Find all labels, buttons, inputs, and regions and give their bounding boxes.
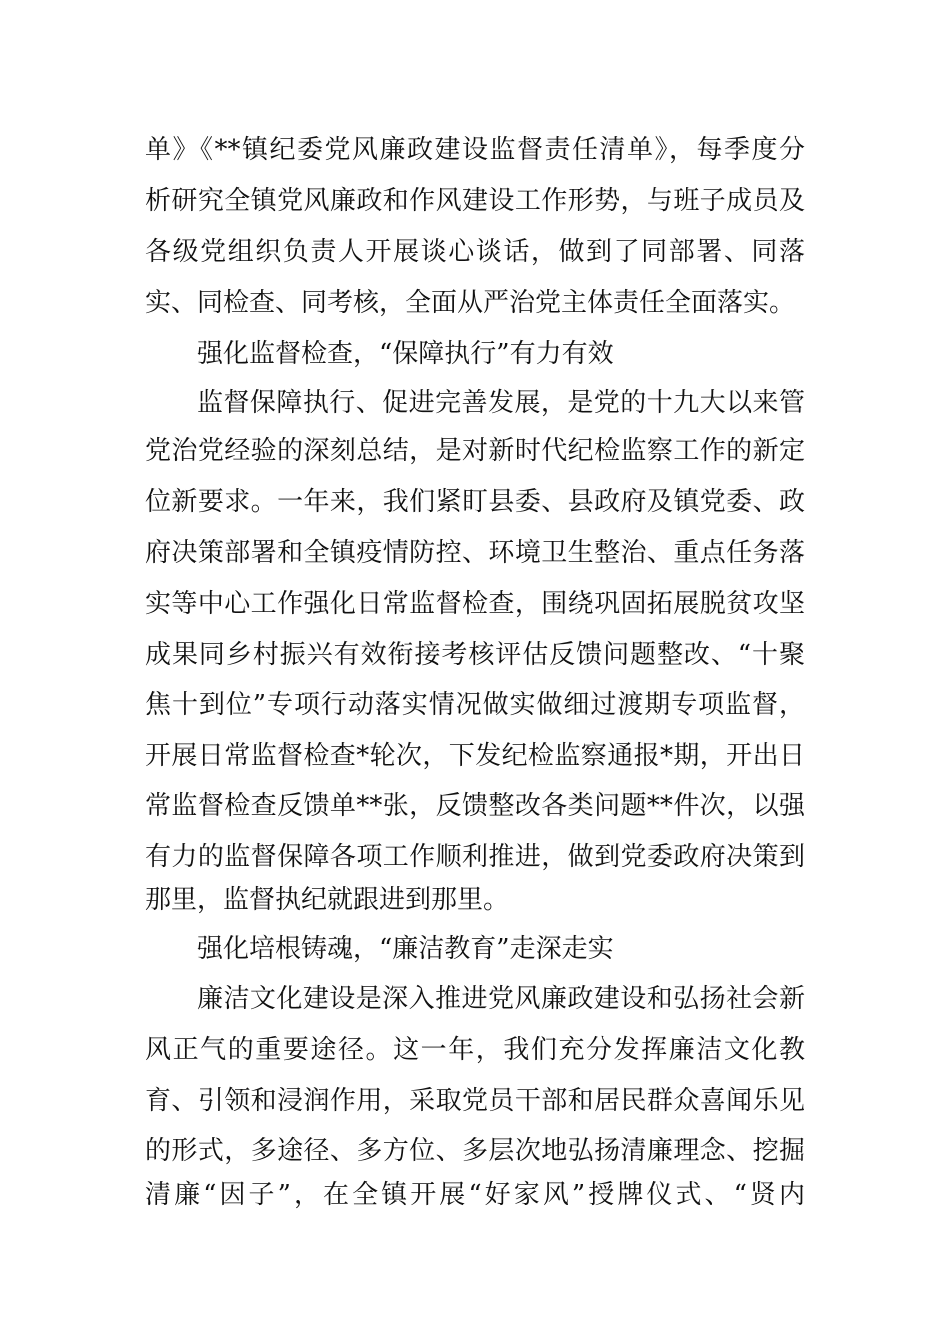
body-line: 的形式，多途径、多方位、多层次地弘扬清廉理念、挖掘 bbox=[145, 1136, 805, 1166]
body-line: 监督保障执行、促进完善发展，是党的十九大以来管 bbox=[197, 388, 805, 418]
body-line: 府决策部署和全镇疫情防控、环境卫生整治、重点任务落 bbox=[145, 538, 805, 568]
body-line: 析研究全镇党风廉政和作风建设工作形势，与班子成员及 bbox=[145, 186, 805, 216]
body-line: 实、同检查、同考核，全面从严治党主体责任全面落实。 bbox=[145, 288, 796, 318]
body-line: 那里，监督执纪就跟进到那里。 bbox=[145, 885, 510, 915]
body-line: 实等中心工作强化日常监督检查，围绕巩固拓展脱贫攻坚 bbox=[145, 589, 805, 619]
body-line: 廉洁文化建设是深入推进党风廉政建设和弘扬社会新 bbox=[197, 984, 805, 1014]
body-line: 有力的监督保障各项工作顺利推进，做到党委政府决策到 bbox=[145, 842, 805, 872]
section-heading: 强化监督检查，“保障执行”有力有效 bbox=[197, 339, 614, 369]
section-heading: 强化培根铸魂，“廉洁教育”走深走实 bbox=[197, 934, 614, 964]
body-line: 开展日常监督检查*轮次，下发纪检监察通报*期，开出日 bbox=[145, 741, 805, 771]
body-line: 位新要求。一年来，我们紧盯县委、县政府及镇党委、政 bbox=[145, 487, 805, 517]
body-line: 单》《**镇纪委党风廉政建设监督责任清单》，每季度分 bbox=[145, 135, 805, 165]
body-line: 成果同乡村振兴有效衔接考核评估反馈问题整改、“十聚 bbox=[145, 640, 805, 670]
body-line: 各级党组织负责人开展谈心谈话，做到了同部署、同落 bbox=[145, 237, 805, 267]
body-line: 清廉“因子”，在全镇开展“好家风”授牌仪式、“贤内 bbox=[145, 1180, 805, 1210]
body-line: 风正气的重要途径。这一年，我们充分发挥廉洁文化教 bbox=[145, 1035, 805, 1065]
body-line: 常监督检查反馈单**张，反馈整改各类问题**件次，以强 bbox=[145, 791, 805, 821]
body-line: 党治党经验的深刻总结，是对新时代纪检监察工作的新定 bbox=[145, 436, 805, 466]
body-line: 育、引领和浸润作用，采取党员干部和居民群众喜闻乐见 bbox=[145, 1086, 805, 1116]
body-line: 焦十到位”专项行动落实情况做实做细过渡期专项监督， bbox=[145, 690, 805, 720]
